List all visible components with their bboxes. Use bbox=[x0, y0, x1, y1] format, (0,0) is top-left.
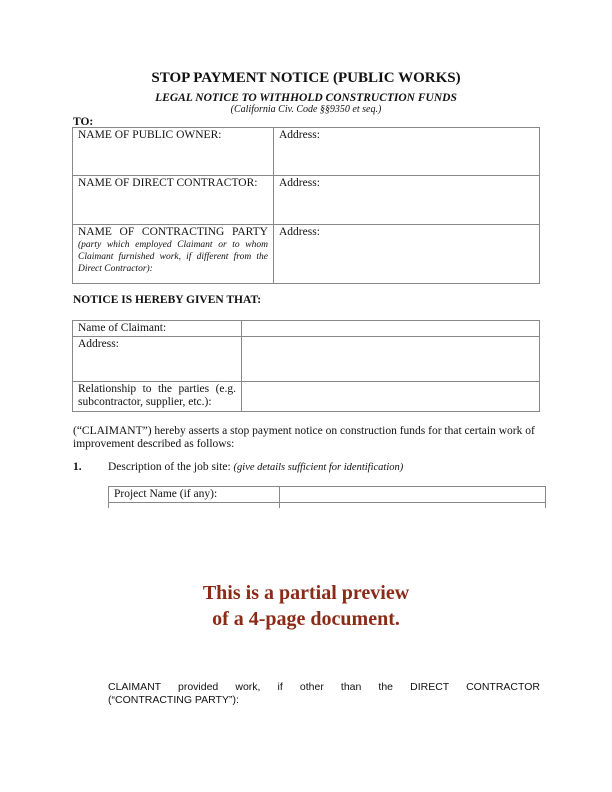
field-label: Relationship to the parties (e.g. subcontractor, supplier, etc.): bbox=[73, 382, 242, 412]
table-row bbox=[73, 225, 540, 284]
recipients-table bbox=[72, 127, 540, 284]
claimant-table bbox=[72, 320, 540, 412]
table-row bbox=[109, 503, 546, 509]
tail-paragraph bbox=[108, 681, 540, 707]
public-owner-name-field[interactable] bbox=[73, 128, 274, 176]
item-hint: (give details sufficient for identification) bbox=[233, 462, 404, 473]
item-text: Description of the job site: bbox=[108, 461, 231, 473]
field-label: Address: bbox=[73, 337, 242, 382]
project-name-field[interactable] bbox=[280, 487, 546, 503]
claimant-name-field[interactable] bbox=[242, 321, 540, 337]
field-label-cut-off bbox=[109, 503, 280, 509]
document-subtitle: LEGAL NOTICE TO WITHHOLD CONSTRUCTION FUNDS bbox=[155, 92, 457, 104]
contracting-party-name-field[interactable] bbox=[73, 225, 274, 284]
table-row bbox=[109, 487, 546, 503]
tail-line-1: CLAIMANT provided work, if other than the DIRECT CONTRACTOR bbox=[108, 681, 540, 693]
item-description bbox=[108, 461, 403, 473]
contracting-party-address-field[interactable] bbox=[274, 225, 540, 284]
table-row bbox=[73, 176, 540, 225]
table-row bbox=[73, 321, 540, 337]
field-note: (party which employed Claimant or to whom Claimant furnished work, if different from the Direct Contractor): bbox=[78, 240, 268, 274]
partial-preview-banner bbox=[0, 580, 612, 632]
to-label: TO: bbox=[73, 116, 94, 128]
job-site-table-clip bbox=[108, 486, 548, 508]
project-address-field[interactable] bbox=[280, 503, 546, 509]
job-site-table bbox=[108, 486, 546, 508]
field-label: Address: bbox=[279, 129, 320, 141]
preview-line-2: of a 4-page document. bbox=[212, 608, 400, 630]
table-row bbox=[73, 128, 540, 176]
table-row bbox=[73, 382, 540, 412]
public-owner-address-field[interactable] bbox=[274, 128, 540, 176]
claimant-relationship-field[interactable] bbox=[242, 382, 540, 412]
field-label: NAME OF DIRECT CONTRACTOR: bbox=[78, 177, 258, 189]
document-title: STOP PAYMENT NOTICE (PUBLIC WORKS) bbox=[151, 70, 461, 86]
field-label: Address: bbox=[279, 226, 320, 238]
direct-contractor-name-field[interactable] bbox=[73, 176, 274, 225]
preview-line-1: This is a partial preview bbox=[202, 582, 410, 604]
tail-line-2: (“CONTRACTING PARTY”): bbox=[108, 694, 239, 706]
assertion-paragraph: (“CLAIMANT”) hereby asserts a stop payment notice on construction funds for that certain work of improvement described as follows: bbox=[73, 425, 535, 450]
field-label: Name of Claimant: bbox=[73, 321, 242, 337]
field-label: NAME OF PUBLIC OWNER: bbox=[78, 129, 222, 141]
field-label: NAME OF CONTRACTING PARTY bbox=[78, 226, 268, 238]
field-label: Project Name (if any): bbox=[109, 487, 280, 503]
field-label: Address: bbox=[279, 177, 320, 189]
legal-citation: (California Civ. Code §§9350 et seq.) bbox=[230, 104, 382, 115]
claimant-address-field[interactable] bbox=[242, 337, 540, 382]
direct-contractor-address-field[interactable] bbox=[274, 176, 540, 225]
table-row bbox=[73, 337, 540, 382]
notice-heading: NOTICE IS HEREBY GIVEN THAT: bbox=[73, 294, 262, 306]
item-number: 1. bbox=[73, 461, 82, 473]
